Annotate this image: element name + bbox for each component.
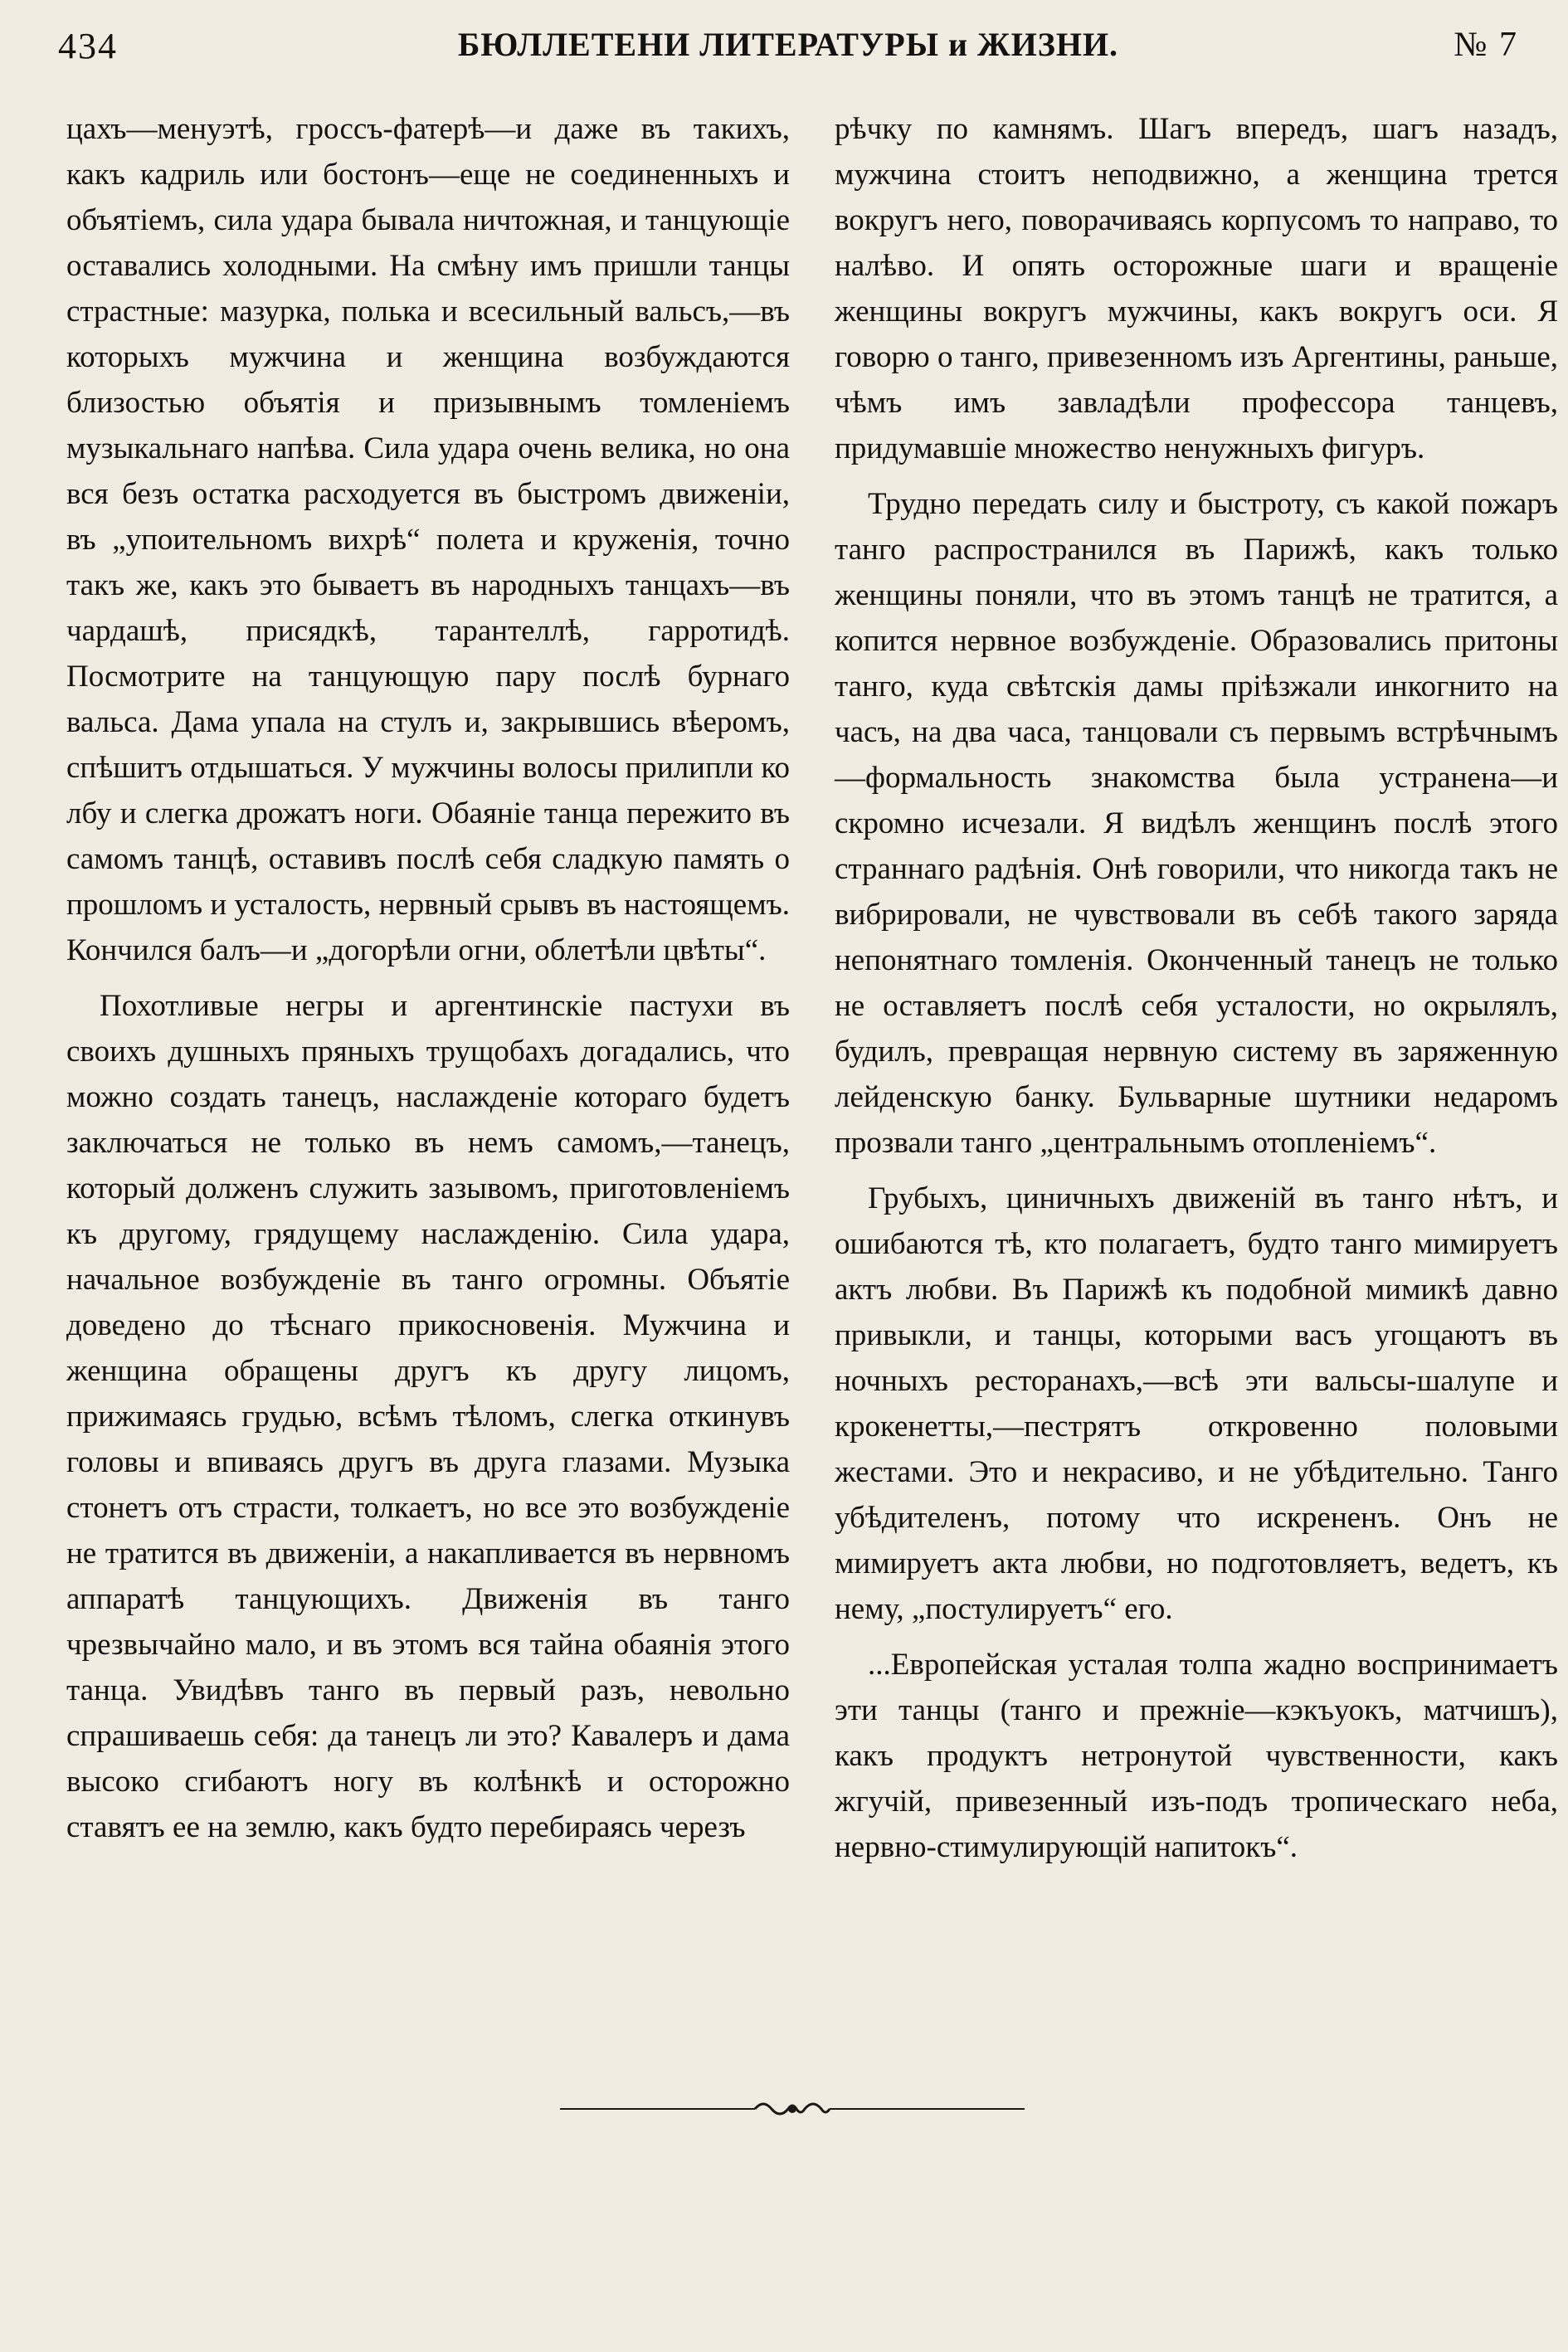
left-column <box>66 106 790 1850</box>
running-title: БЮЛЛЕТЕНИ ЛИТЕРАТУРЫ и ЖИЗНИ. <box>457 26 1119 63</box>
right-column <box>835 106 1558 1870</box>
paragraph: цахъ—менуэтѣ, гроссъ-фатерѣ—и даже въ такихъ, какъ кадриль или бостонъ—еще не соединенныхъ и объятіемъ, сила удара бывала ничтожная, и танцующіе оставались холодными. На смѣну имъ пришли танцы страстные: мазурка, полька и всесильный вальсъ,—въ которыхъ мужчина и женщина возбуждаются близостью объятія и призывнымъ томленіемъ музыкальнаго напѣва. Сила удара очень велика, но она вся безъ остатка расходуется въ быстромъ движеніи, въ „упоительномъ вихрѣ“ полета и круженія, точно такъ же, какъ это бываетъ въ народныхъ танцахъ—въ чардашѣ, присядкѣ, тарантеллѣ, гарротидѣ. Посмотрите на танцующую пару послѣ бурнаго вальса. Дама упала на стулъ и, закрывшись вѣеромъ, спѣшитъ отдышаться. У мужчины волосы прилипли ко лбу и слегка дрожатъ ноги. Обаяніе танца пережито въ самомъ танцѣ, оставивъ послѣ себя сладкую память о прошломъ и усталость, нервный срывъ въ настоящемъ. Кончился балъ—и „догорѣли огни, облетѣли цвѣты“. <box>66 112 790 967</box>
issue-number: № 7 <box>1454 26 1518 64</box>
page-number: 434 <box>58 26 118 66</box>
paragraph: рѣчку по камнямъ. Шагъ впередъ, шагъ назадъ, мужчина стоитъ неподвижно, а женщина трется вокругъ него, поворачиваясь корпусомъ то направо, то налѣво. И опять осторожные шаги и вращеніе женщины вокругъ мужчины, какъ вокругъ оси. Я говорю о танго, привезенномъ изъ Аргентины, раньше, чѣмъ имъ завладѣли профессора танцевъ, придумавшіе множество ненужныхъ фигуръ. <box>835 112 1558 465</box>
paragraph: Трудно передать силу и быстроту, съ какой пожаръ танго распространился въ Парижѣ, какъ только женщины поняли, что въ этомъ танцѣ не тратится, а копится нервное возбужденіе. Образовались притоны танго, куда свѣтскія дамы пріѣзжали инкогнито на часъ, на два часа, танцовали съ первымъ встрѣчнымъ—формальность знакомства была устранена—и скромно исчезали. Я видѣлъ женщинъ послѣ этого страннаго радѣнія. Онѣ говорили, что никогда такъ не вибрировали, не чувствовали въ себѣ такого заряда непонятнаго томленія. Оконченный танецъ не только не оставляетъ послѣ себя усталости, но окрылялъ, будилъ, превращая нервную систему въ заряженную лейденскую банку. Бульварные шутники недаромъ прозвали танго „центральнымъ отопленіемъ“. <box>835 487 1558 1160</box>
paragraph: ...Европейская усталая толпа жадно воспринимаетъ эти танцы (танго и прежніе—кэкъуокъ, матчишъ), какъ продуктъ нетронутой чувственности, какъ жгучій, привезенный изъ-подъ тропическаго неба, нервно-стимулирующій напитокъ“. <box>835 1648 1558 1864</box>
paragraph: Похотливые негры и аргентинскіе пастухи въ своихъ душныхъ пряныхъ трущобахъ догадались, что можно создать танецъ, наслажденіе котораго будетъ заключаться не только въ немъ самомъ,—танецъ, который долженъ служить зазывомъ, приготовленіемъ къ другому, грядущему наслажденію. Сила удара, начальное возбужденіе въ танго огромны. Объятіе доведено до тѣснаго прикосновенія. Мужчина и женщина обращены другъ къ другу лицомъ, прижимаясь грудью, всѣмъ тѣломъ, слегка откинувъ головы и впиваясь другъ въ друга глазами. Музыка стонетъ отъ страсти, толкаетъ, но все это возбужденіе не тратится въ движеніи, а накапливается въ нервномъ аппаратѣ танцующихъ. Движенія въ танго чрезвычайно мало, и въ этомъ вся тайна обаянія этого танца. Увидѣвъ танго въ первый разъ, невольно спрашиваешь себя: да танецъ ли это? Кавалеръ и дама высоко сгибаютъ ногу въ колѣнкѣ и осторожно ставятъ ее на землю, какъ будто перебираясь черезъ <box>66 989 790 1844</box>
page-header <box>58 25 1518 75</box>
paragraph: Грубыхъ, циничныхъ движеній въ танго нѣтъ, и ошибаются тѣ, кто полагаетъ, будто танго мимируетъ актъ любви. Въ Парижѣ къ подобной мимикѣ давно привыкли, и танцы, которыми васъ угощаютъ въ ночныхъ ресторанахъ,—всѣ эти вальсы-шалупе и крокенетты,—пестрятъ откровенно половыми жестами. Это и некрасиво, и не убѣдительно. Танго убѣдителенъ, потому что искрененъ. Онъ не мимируетъ акта любви, но подготовляетъ, ведетъ, къ нему, „постулируетъ“ его. <box>835 1181 1558 1626</box>
section-end-ornament <box>560 2092 1025 2126</box>
